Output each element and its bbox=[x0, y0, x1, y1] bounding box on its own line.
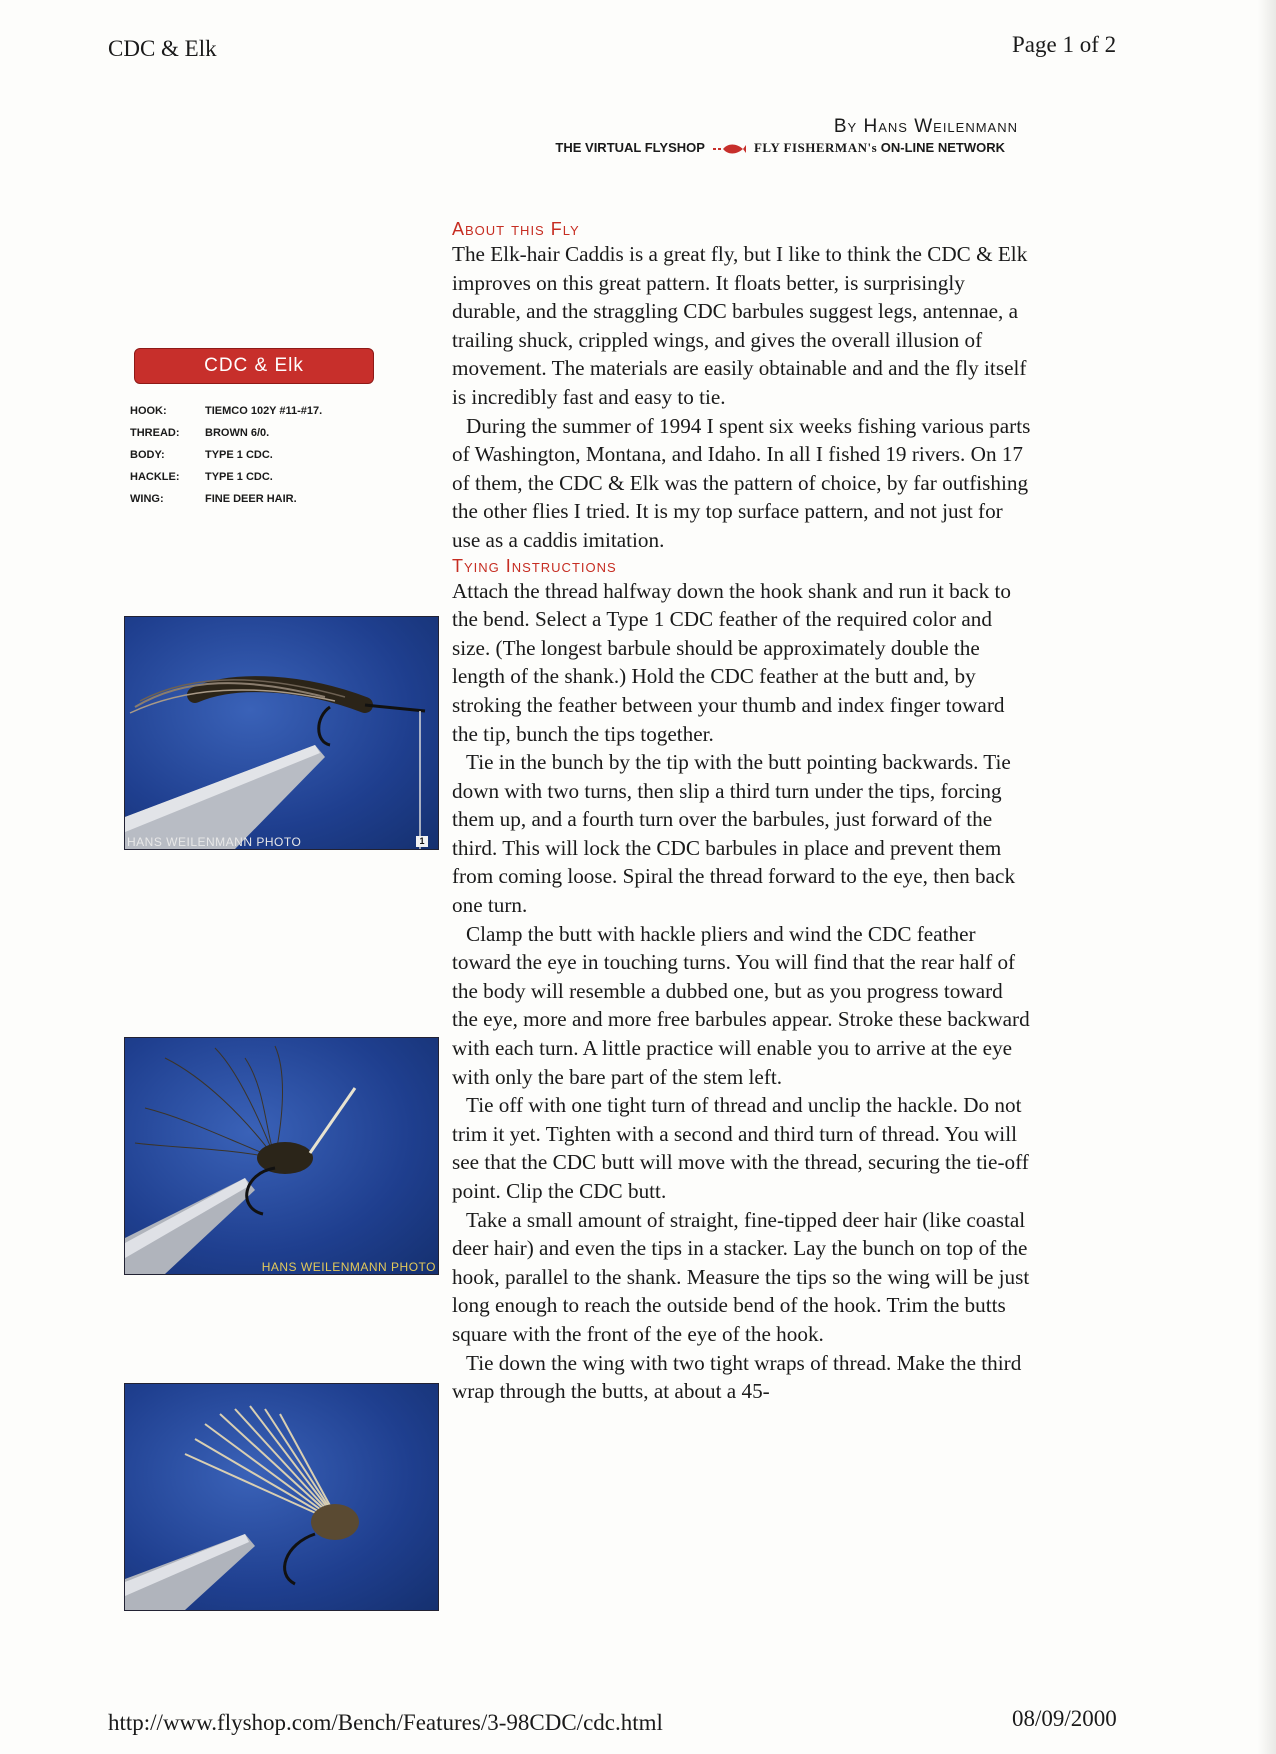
footer-date: 08/09/2000 bbox=[1012, 1706, 1117, 1731]
fly-vise-illustration bbox=[125, 1384, 438, 1610]
tying-heading: Tying Instructions bbox=[452, 555, 617, 576]
network-middle-text: FLY FISHERMAN's bbox=[753, 140, 878, 155]
network-right-text: ON-LINE NETWORK bbox=[880, 140, 1005, 155]
page-edge bbox=[1258, 0, 1276, 1754]
about-paragraph: During the summer of 1994 I spent six weeks fishing various parts of Washington, Montana, and Idaho. In all I fished 19 rivers. On 17 of them, the CDC & Elk was the pattern of choice, by far outfishing the other flies I tried. It is my top surface pattern, and not just for use as a caddis imitation. bbox=[452, 413, 1031, 552]
article-body bbox=[452, 218, 1032, 1406]
page-number: Page 1 of 2 bbox=[1012, 32, 1117, 57]
about-heading: About this Fly bbox=[452, 219, 580, 239]
recipe-row: WING: FINE DEER HAIR. bbox=[130, 493, 297, 505]
recipe-row: BODY: TYPE 1 CDC. bbox=[130, 449, 273, 461]
about-paragraph: The Elk-hair Caddis is a great fly, but I like to think the CDC & Elk improves on this great pattern. It floats better, is surprisingly durable, and the straggling CDC barbules suggest legs, antennae, a trailing shuck, crippled wings, and gives the overall illusion of movement. The materials are easily obtainable and and the fly itself is incredibly fast and easy to tie. bbox=[452, 242, 1028, 409]
network-tagline bbox=[460, 140, 1005, 156]
tying-step-photo-2 bbox=[124, 1037, 439, 1275]
tying-step-photo-3 bbox=[124, 1383, 439, 1611]
fish-logo-icon bbox=[712, 142, 746, 156]
recipe-row: THREAD: BROWN 6/0. bbox=[130, 427, 270, 439]
fly-title-badge: CDC & Elk bbox=[134, 348, 374, 384]
footer-url[interactable]: http://www.flyshop.com/Bench/Features/3-98CDC/cdc.html bbox=[108, 1710, 663, 1735]
photo-credit: HANS WEILENMANN PHOTO bbox=[261, 1260, 436, 1274]
recipe-row: HACKLE: TYPE 1 CDC. bbox=[130, 471, 273, 483]
recipe-row: HOOK: TIEMCO 102Y #11-#17. bbox=[130, 405, 323, 417]
fly-vise-illustration bbox=[125, 1038, 438, 1274]
author-byline: By Hans Weilenmann bbox=[833, 116, 1018, 137]
photo-credit: HANS WEILENMANN PHOTO bbox=[127, 835, 302, 849]
tying-paragraph: Tie in the bunch by the tip with the butt pointing backwards. Tie down with two turns, then slip a third turn under the tips, forcing them up, and a fourth turn over the barbules, just forward of the third. This will lock the CDC barbules in place and prevent them from coming loose. Spiral the thread forward to the eye, then back one turn. bbox=[452, 750, 1016, 918]
tying-paragraph: Tie down the wing with two tight wraps of thread. Make the third wrap through the butts, at about a 45- bbox=[452, 1350, 1022, 1404]
photo-step-number: 1 bbox=[416, 836, 428, 847]
tying-paragraph: Take a small amount of straight, fine-tipped deer hair (like coastal deer hair) and even the tips in a stacker. Lay the bunch on top of the hook, parallel to the shank. Measure the tips so the wing will be just long enough to reach the outside bend of the hook. Trim the butts square with the front of the eye of the hook. bbox=[452, 1207, 1030, 1346]
tying-step-photo-1 bbox=[124, 616, 439, 850]
recipe-table bbox=[130, 400, 390, 510]
tying-paragraph: Attach the thread halfway down the hook shank and run it back to the bend. Select a Type 1 CDC feather of the required color and size. (The longest barbule should be approximately double the length of the shank.) Hold the CDC feather at the butt and, by stroking the feather between your thumb and index finger toward the tip, bunch the tips together. bbox=[452, 578, 1011, 746]
network-left-text: THE VIRTUAL FLYSHOP bbox=[555, 140, 705, 155]
fly-vise-illustration bbox=[125, 617, 438, 849]
page-header-title: CDC & Elk bbox=[108, 36, 217, 61]
tying-paragraph: Tie off with one tight turn of thread and unclip the hackle. Do not trim it yet. Tighten with a second and third turn of thread. You will see that the CDC butt will move with the thread, securing the tie-off point. Clip the CDC butt. bbox=[452, 1093, 1029, 1203]
tying-paragraph: Clamp the butt with hackle pliers and wind the CDC feather toward the eye in touching turns. You will find that the rear half of the body will resemble a dubbed one, but as you progress toward the eye, more and more free barbules appear. Stroke these backward with each turn. A little practice will enable you to arrive at the eye with only the bare part of the stem left. bbox=[452, 921, 1030, 1089]
